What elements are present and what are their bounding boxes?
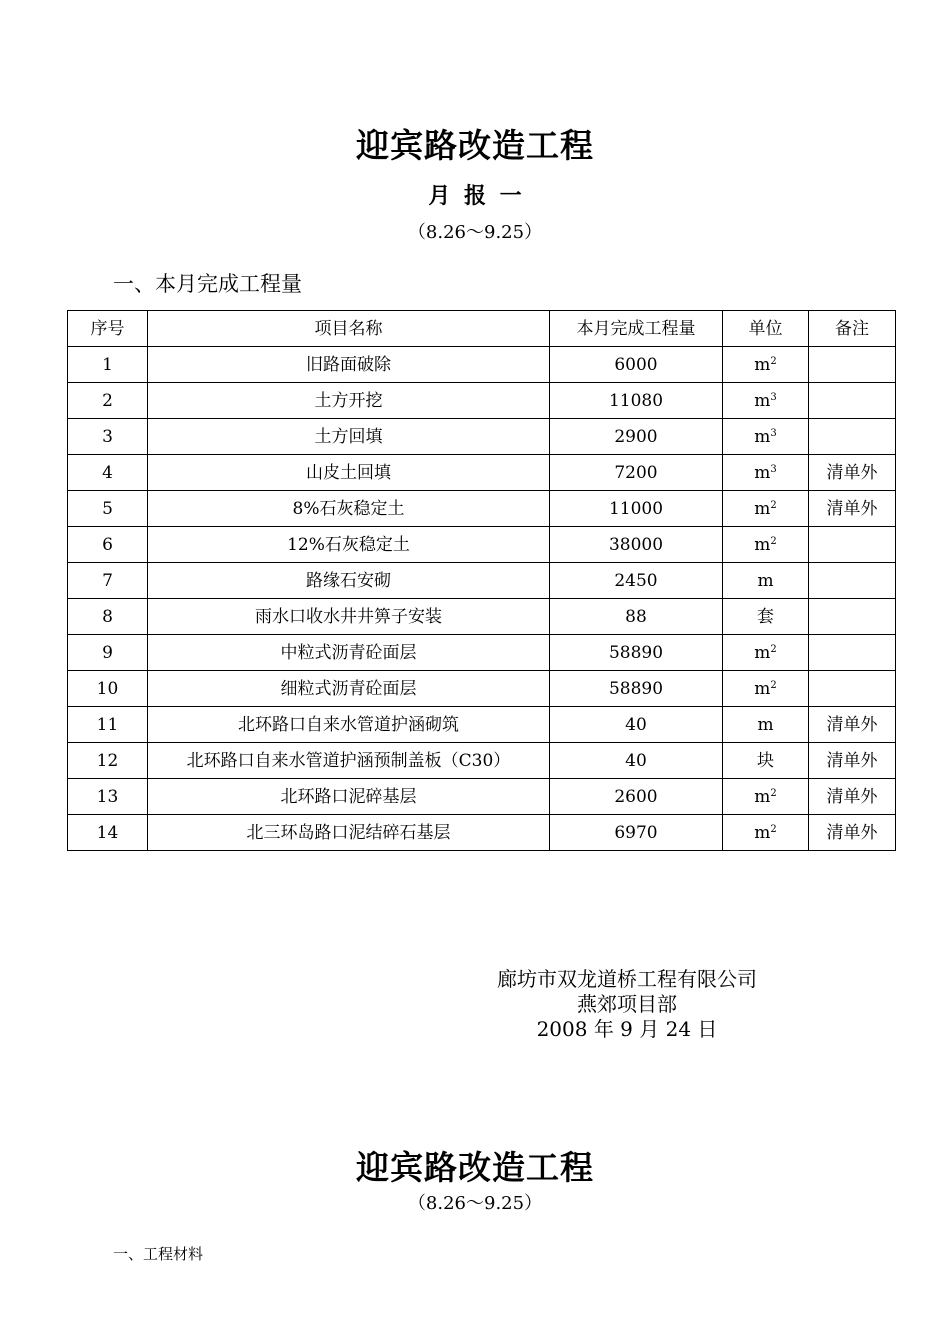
table-row bbox=[68, 707, 896, 743]
unit-exponent: 2 bbox=[770, 499, 777, 511]
cell-name: 土方开挖 bbox=[148, 383, 550, 419]
cell-remark bbox=[809, 419, 896, 455]
cell-no: 12 bbox=[68, 743, 148, 779]
report-title: 迎宾路改造工程 bbox=[356, 126, 594, 165]
cell-name: 雨水口收水井井箅子安装 bbox=[148, 599, 550, 635]
cell-quantity: 40 bbox=[550, 707, 723, 743]
table-row bbox=[68, 527, 896, 563]
cell-remark: 清单外 bbox=[809, 815, 896, 851]
header-name: 项目名称 bbox=[148, 311, 550, 347]
cell-no: 9 bbox=[68, 635, 148, 671]
cell-remark bbox=[809, 635, 896, 671]
section-heading-completed-work: 一、本月完成工程量 bbox=[113, 272, 302, 296]
cell-unit bbox=[723, 527, 809, 563]
table-row bbox=[68, 563, 896, 599]
completed-work-table bbox=[67, 310, 896, 851]
cell-no: 2 bbox=[68, 383, 148, 419]
unit-base: m bbox=[754, 354, 771, 375]
cell-remark: 清单外 bbox=[809, 707, 896, 743]
cell-no: 4 bbox=[68, 455, 148, 491]
cell-remark bbox=[809, 563, 896, 599]
table-row bbox=[68, 491, 896, 527]
unit-base: m bbox=[754, 786, 771, 807]
unit-base: m bbox=[757, 714, 774, 735]
cell-remark: 清单外 bbox=[809, 455, 896, 491]
header-remark: 备注 bbox=[809, 311, 896, 347]
cell-quantity: 11000 bbox=[550, 491, 723, 527]
unit-base: m bbox=[754, 822, 771, 843]
cell-name: 山皮土回填 bbox=[148, 455, 550, 491]
cell-unit bbox=[723, 671, 809, 707]
report2-title: 迎宾路改造工程 bbox=[356, 1148, 594, 1187]
unit-base: m bbox=[757, 570, 774, 591]
cell-remark: 清单外 bbox=[809, 743, 896, 779]
cell-unit bbox=[723, 347, 809, 383]
cell-unit bbox=[723, 779, 809, 815]
cell-name: 北环路口自来水管道护涵预制盖板（C30） bbox=[148, 743, 550, 779]
cell-name: 土方回填 bbox=[148, 419, 550, 455]
cell-name: 北三环岛路口泥结碎石基层 bbox=[148, 815, 550, 851]
cell-remark: 清单外 bbox=[809, 491, 896, 527]
cell-no: 8 bbox=[68, 599, 148, 635]
table-row bbox=[68, 815, 896, 851]
cell-unit bbox=[723, 383, 809, 419]
unit-exponent: 3 bbox=[770, 463, 777, 475]
header-unit: 单位 bbox=[723, 311, 809, 347]
header-quantity: 本月完成工程量 bbox=[550, 311, 723, 347]
table-row bbox=[68, 635, 896, 671]
cell-no: 11 bbox=[68, 707, 148, 743]
cell-no: 7 bbox=[68, 563, 148, 599]
cell-unit bbox=[723, 419, 809, 455]
cell-unit bbox=[723, 599, 809, 635]
cell-unit bbox=[723, 455, 809, 491]
cell-quantity: 2450 bbox=[550, 563, 723, 599]
cell-unit bbox=[723, 491, 809, 527]
cell-no: 14 bbox=[68, 815, 148, 851]
cell-name: 细粒式沥青砼面层 bbox=[148, 671, 550, 707]
unit-base: m bbox=[754, 642, 771, 663]
signature-company: 廊坊市双龙道桥工程有限公司 bbox=[497, 967, 757, 991]
table-row bbox=[68, 347, 896, 383]
report-subtitle: 月 报 一 bbox=[428, 183, 522, 209]
cell-remark bbox=[809, 347, 896, 383]
report-period: （8.26～9.25） bbox=[407, 222, 543, 243]
unit-base: m bbox=[754, 534, 771, 555]
unit-base: m bbox=[754, 498, 771, 519]
cell-no: 3 bbox=[68, 419, 148, 455]
cell-no: 10 bbox=[68, 671, 148, 707]
cell-no: 6 bbox=[68, 527, 148, 563]
cell-name: 路缘石安砌 bbox=[148, 563, 550, 599]
table-header-row bbox=[68, 311, 896, 347]
section-heading-materials: 一、工程材料 bbox=[113, 1245, 204, 1263]
cell-quantity: 40 bbox=[550, 743, 723, 779]
cell-quantity: 2900 bbox=[550, 419, 723, 455]
cell-name: 北环路口自来水管道护涵砌筑 bbox=[148, 707, 550, 743]
cell-name: 8%石灰稳定土 bbox=[148, 491, 550, 527]
unit-base: m bbox=[754, 426, 771, 447]
report2-period: （8.26～9.25） bbox=[407, 1193, 543, 1214]
cell-remark bbox=[809, 671, 896, 707]
cell-quantity: 58890 bbox=[550, 671, 723, 707]
cell-quantity: 11080 bbox=[550, 383, 723, 419]
unit-exponent: 2 bbox=[770, 787, 777, 799]
table-row bbox=[68, 671, 896, 707]
cell-remark bbox=[809, 527, 896, 563]
unit-base: 块 bbox=[757, 750, 774, 771]
cell-quantity: 6970 bbox=[550, 815, 723, 851]
unit-exponent: 2 bbox=[770, 679, 777, 691]
cell-quantity: 7200 bbox=[550, 455, 723, 491]
cell-unit bbox=[723, 743, 809, 779]
cell-quantity: 88 bbox=[550, 599, 723, 635]
cell-remark bbox=[809, 599, 896, 635]
cell-no: 13 bbox=[68, 779, 148, 815]
cell-unit bbox=[723, 563, 809, 599]
cell-quantity: 6000 bbox=[550, 347, 723, 383]
cell-quantity: 38000 bbox=[550, 527, 723, 563]
unit-exponent: 2 bbox=[770, 823, 777, 835]
cell-name: 中粒式沥青砼面层 bbox=[148, 635, 550, 671]
cell-name: 北环路口泥碎基层 bbox=[148, 779, 550, 815]
header-no: 序号 bbox=[68, 311, 148, 347]
table-row bbox=[68, 779, 896, 815]
unit-base: m bbox=[754, 678, 771, 699]
table-row bbox=[68, 419, 896, 455]
table-row bbox=[68, 599, 896, 635]
cell-no: 5 bbox=[68, 491, 148, 527]
unit-exponent: 3 bbox=[770, 391, 777, 403]
cell-quantity: 58890 bbox=[550, 635, 723, 671]
cell-remark bbox=[809, 383, 896, 419]
table-row bbox=[68, 383, 896, 419]
cell-unit bbox=[723, 815, 809, 851]
signature-date: 2008 年 9 月 24 日 bbox=[536, 1017, 718, 1041]
table-row bbox=[68, 743, 896, 779]
cell-no: 1 bbox=[68, 347, 148, 383]
unit-exponent: 2 bbox=[770, 535, 777, 547]
cell-quantity: 2600 bbox=[550, 779, 723, 815]
unit-base: 套 bbox=[757, 606, 774, 627]
unit-exponent: 3 bbox=[770, 427, 777, 439]
signature-department: 燕郊项目部 bbox=[577, 992, 677, 1016]
cell-name: 旧路面破除 bbox=[148, 347, 550, 383]
unit-exponent: 2 bbox=[770, 643, 777, 655]
unit-base: m bbox=[754, 462, 771, 483]
cell-remark: 清单外 bbox=[809, 779, 896, 815]
unit-base: m bbox=[754, 390, 771, 411]
table-row bbox=[68, 455, 896, 491]
cell-name: 12%石灰稳定土 bbox=[148, 527, 550, 563]
unit-exponent: 2 bbox=[770, 355, 777, 367]
cell-unit bbox=[723, 635, 809, 671]
cell-unit bbox=[723, 707, 809, 743]
